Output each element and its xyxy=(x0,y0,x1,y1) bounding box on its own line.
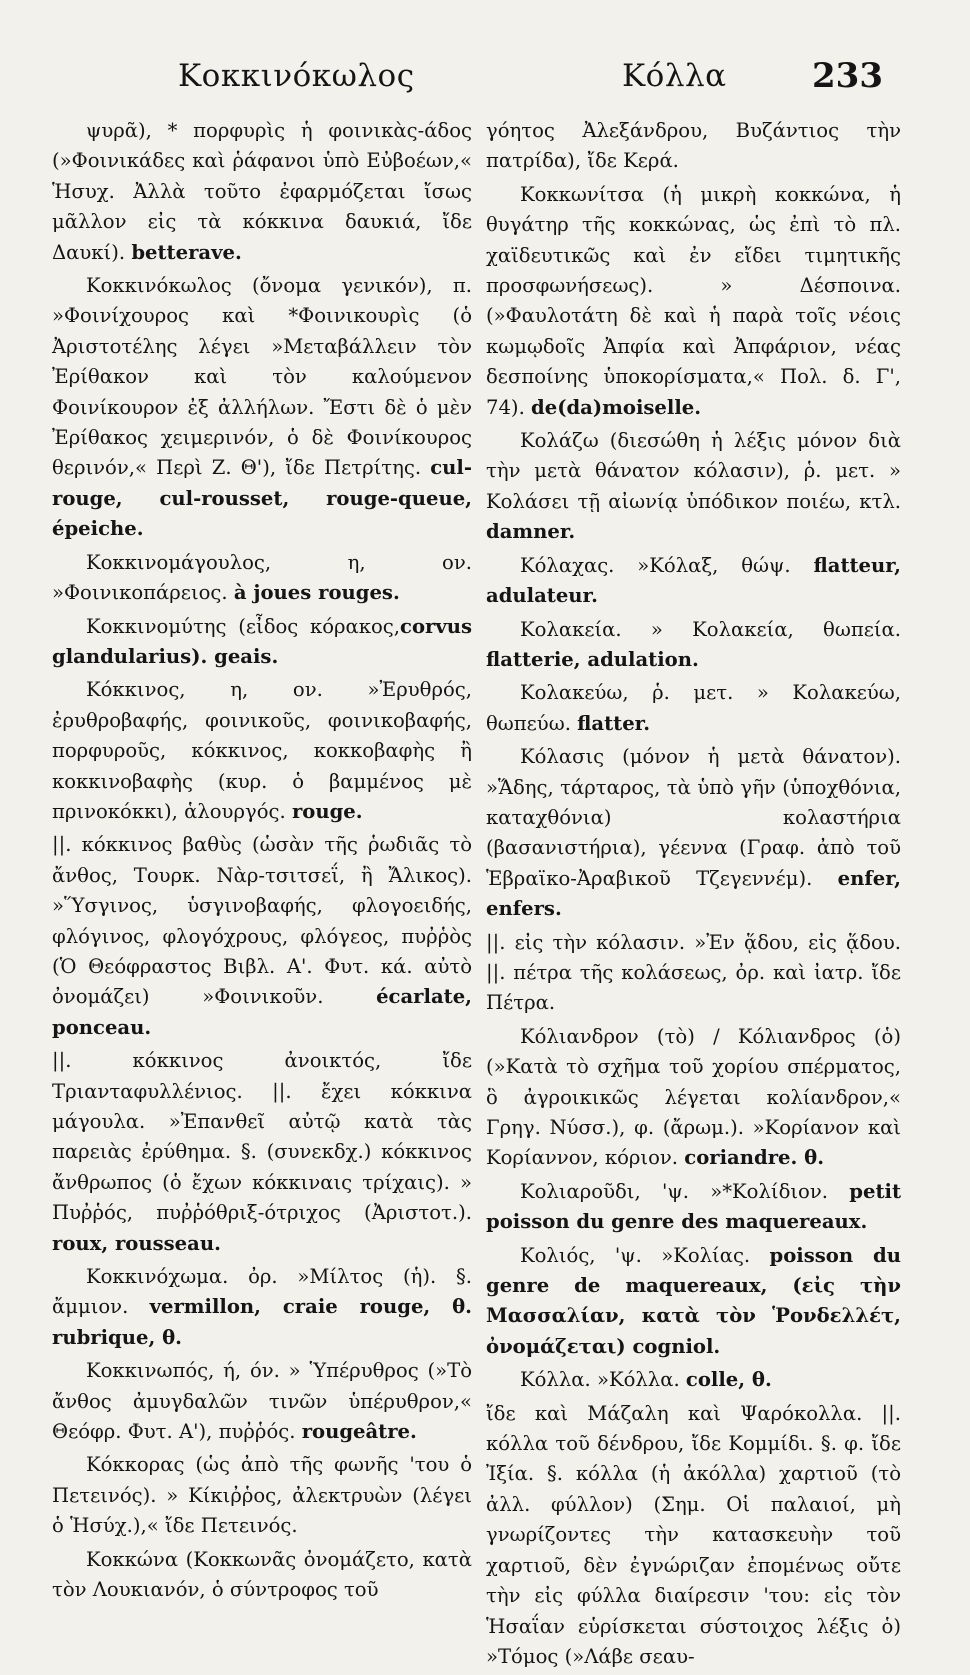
entry: Κολάζω (διεσώθη ἡ λέξις μόνον διὰ τὴν μετὰ θάνατον κόλασιν), ῥ. μετ. » Κολάσει τῇ αἰωνίᾳ ὑπόδικον ποιέω, κτλ. damner. xyxy=(486,429,901,544)
entry: Κοκκινωπός, ή, όν. » Ὑπέρυθρος (»Τὸ ἄνθος ἀμυγδαλῶν τινῶν ὑπέρυθρον,« Θεόφρ. Φυτ. Α'), πυῤῥός. rougeâtre. xyxy=(52,1359,472,1444)
entry: Κολακεία. » Κολακεία, θωπεία. flatterie, adulation. xyxy=(486,617,901,671)
entry: Κόλαχας. »Κόλαξ, θώψ. flatteur, adulateur. xyxy=(486,553,901,608)
right-column xyxy=(486,116,901,1675)
entry: ||. κόκκινος ἀνοικτός, ἴδε Τριανταφυλλένιος. ||. ἔχει κόκκινα μάγουλα. »Ἐπανθεῖ αὐτῷ κατὰ τὰς παρειὰς ἐρύθημα. §. (συνεκδχ.) κόκκινος ἄνθρωπος (ὁ ἔχων κόκκιναις τρίχαις). » Πυῤῥός, πυῤῥόθριξ-ότριχος (Ἀριστοτ.). roux, rousseau. xyxy=(52,1049,472,1255)
entry: Κολακεύω, ῥ. μετ. » Κολακεύω, θωπεύω. flatter. xyxy=(486,681,901,735)
entry: Κοκκινομάγουλος, η, ον. »Φοινικοπάρειος. à joues rouges. xyxy=(52,550,472,605)
entry: Κόλιανδρον (τὸ) / Κόλιανδρος (ὁ) (»Κατὰ τὸ σχῆμα τοῦ χορίου σπέρματος, ὃ ἀγροικικῶς λέγεται κολίανδρον,« Γρηγ. Νύσσ.), φ. (ἄρωμ.). »Κορίανον καὶ Κορίαννον, κόριον. coriandre. θ. xyxy=(486,1024,901,1170)
entry: Κόλασις (μόνον ἡ μετὰ θάνατον). »Ἅδης, τάρταρος, τὰ ὑπὸ γῆν (ὑποχθόνια, καταχθόνια) κολαστήρια (βασανιστήρια), γέεννα (Γραφ. ἀπὸ τοῦ Ἑβραϊκο-Ἀραβικοῦ Τζεγεννέμ). enfer, enfers. xyxy=(486,745,901,921)
entry: ἴδε καὶ Μάζαλη καὶ Ψαρόκολλα. ||. κόλλα τοῦ δένδρου, ἴδε Κομμίδι. §. φ. ἴδε Ἰξία. §. κόλλα (ἡ ἀκόλλα) χαρτιοῦ (τὸ ἀλλ. φύλλον) (Σημ. Οἱ παλαιοί, μὴ γνωρίζοντες τὴν κατασκευὴν τοῦ χαρτιοῦ, δὲν ἐγνώριζαν ἐπομένως οὔτε τὴν εἰς φύλλα διαίρεσιν 'του: εἰς τὸν Ἡσαΐαν εὑρίσκεται σύστοιχος λέξις ὁ) »Τόμος (»Λάβε σεαυ- xyxy=(486,1401,901,1668)
entry: γόητος Ἀλεξάνδρου, Βυζάντιος τὴν πατρίδα), ἴδε Κερά. xyxy=(486,119,901,173)
entry: Κοκκινομύτης (εἶδος κόρακος,corvus glandularius). geais. xyxy=(52,614,472,668)
entry: Κοκκωνίτσα (ἡ μικρὴ κοκκώνα, ἡ θυγάτηρ τῆς κοκκώνας, ὡς ἐπὶ τὸ πλ. χαϊδευτικῶς καὶ ἐν εἴδει τιμητικῆς προσφωνήσεως). » Δέσποινα. (»Φαυλοτάτη δὲ καὶ ἡ παρὰ τοῖς νέοις κωμῳδοῖς Ἀπφία καὶ Ἀπφάριον, νέας δεσποίνης ὑποκορίσματα,« Πολ. δ. Γ', 74). de(da)moiselle. xyxy=(486,182,901,419)
entry: Κολιός, 'ψ. »Κολίας. poisson du genre de maquereaux, (εἰς τὴν Μασσαλίαν, κατὰ τὸν Ῥονδελλέτ, ὀνομάζεται) cogniol. xyxy=(486,1243,902,1358)
entry: ||. κόκκινος βαθὺς (ὡσὰν τῆς ῥωδιᾶς τὸ ἄνθος, Τουρκ. Νὰρ-τσιτσεΐ, ἢ Ἄλικος). »Ὕσγινος, ὑσγινοβαφής, φλογοειδής, φλόγινος, φλογόχρους, φλόγεος, πυῤῥὸς (Ὁ Θεόφραστος Βιβλ. Α'. Φυτ. κά. αὐτὸ ὀνομάζει) »Φοινικοῦν. écarlate, ponceau. xyxy=(52,833,472,1039)
entry: Κόλλα. »Κόλλα. colle, θ. xyxy=(520,1368,772,1392)
running-head-left: Κοκκινόκωλος xyxy=(178,58,415,94)
page-number: 233 xyxy=(812,56,883,96)
entry: Κόκκορας (ὡς ἀπὸ τῆς φωνῆς 'του ὁ Πετεινός). » Κίκιῤῥος, ἀλεκτρυὼν (λέγει ὁ Ἡσύχ.),« ἴδε Πετεινός. xyxy=(52,1453,472,1538)
entry: Κοκκινόκωλος (ὄνομα γενικόν), π. »Φοινίχουρος καὶ *Φοινικουρὶς (ὁ Ἀριστοτέλης λέγει »Μεταβάλλειν τὸν Ἐρίθακον καὶ τὸν καλούμενον Φοινίκουρον ἐξ ἀλλήλων. Ἔστι δὲ ὁ μὲν Ἐρίθακος χειμερινόν, ὁ δὲ Φοινίκουρος θερινόν,« Περὶ Ζ. Θ'), ἴδε Πετρίτης. cul-rouge, cul-rousset, rouge-queue, épeiche. xyxy=(52,274,473,541)
entry: Κολιαροῦδι, 'ψ. »*Κολίδιον. petit poisson du genre des maquereaux. xyxy=(486,1179,902,1234)
entry: ||. εἰς τὴν κόλασιν. »Ἐν ᾅδου, εἰς ᾅδου. ||. πέτρα τῆς κολάσεως, ὀρ. καὶ ἰατρ. ἴδε Πέτρα. xyxy=(486,930,901,1015)
entry: Κοκκώνα (Κοκκωνᾶς ὀνομάζετο, κατὰ τὸν Λουκιανόν, ὁ σύντροφος τοῦ xyxy=(52,1547,472,1602)
left-column xyxy=(52,116,472,1609)
entry: ψυρᾶ), * πορφυρὶς ἡ φοινικὰς-άδος (»Φοινικάδες καὶ ῥάφανοι ὑπὸ Εὐβοέων,« Ἡσυχ. Ἀλλὰ τοῦτο ἐφαρμόζεται ἴσως μᾶλλον εἰς τὰ κόκκινα δαυκιά, ἴδε Δαυκί). betterave. xyxy=(52,119,472,264)
entry: Κοκκινόχωμα. ὀρ. »Μίλτος (ἡ). §. ἄμμιον. vermillon, craie rouge, θ. rubrique, θ. xyxy=(52,1265,473,1349)
entry: Κόκκινος, η, ον. »Ἐρυθρός, ἐρυθροβαφής, φοινικοῦς, φοινικοβαφής, πορφυροῦς, κόκκινος, κοκκοβαφὴς ἢ κοκκινοβαφὴς (κυρ. ὁ βαμμένος μὲ πρινοκόκκι), ἁλουργός. rouge. xyxy=(52,678,472,823)
running-head-right: Κόλλα xyxy=(622,58,727,94)
